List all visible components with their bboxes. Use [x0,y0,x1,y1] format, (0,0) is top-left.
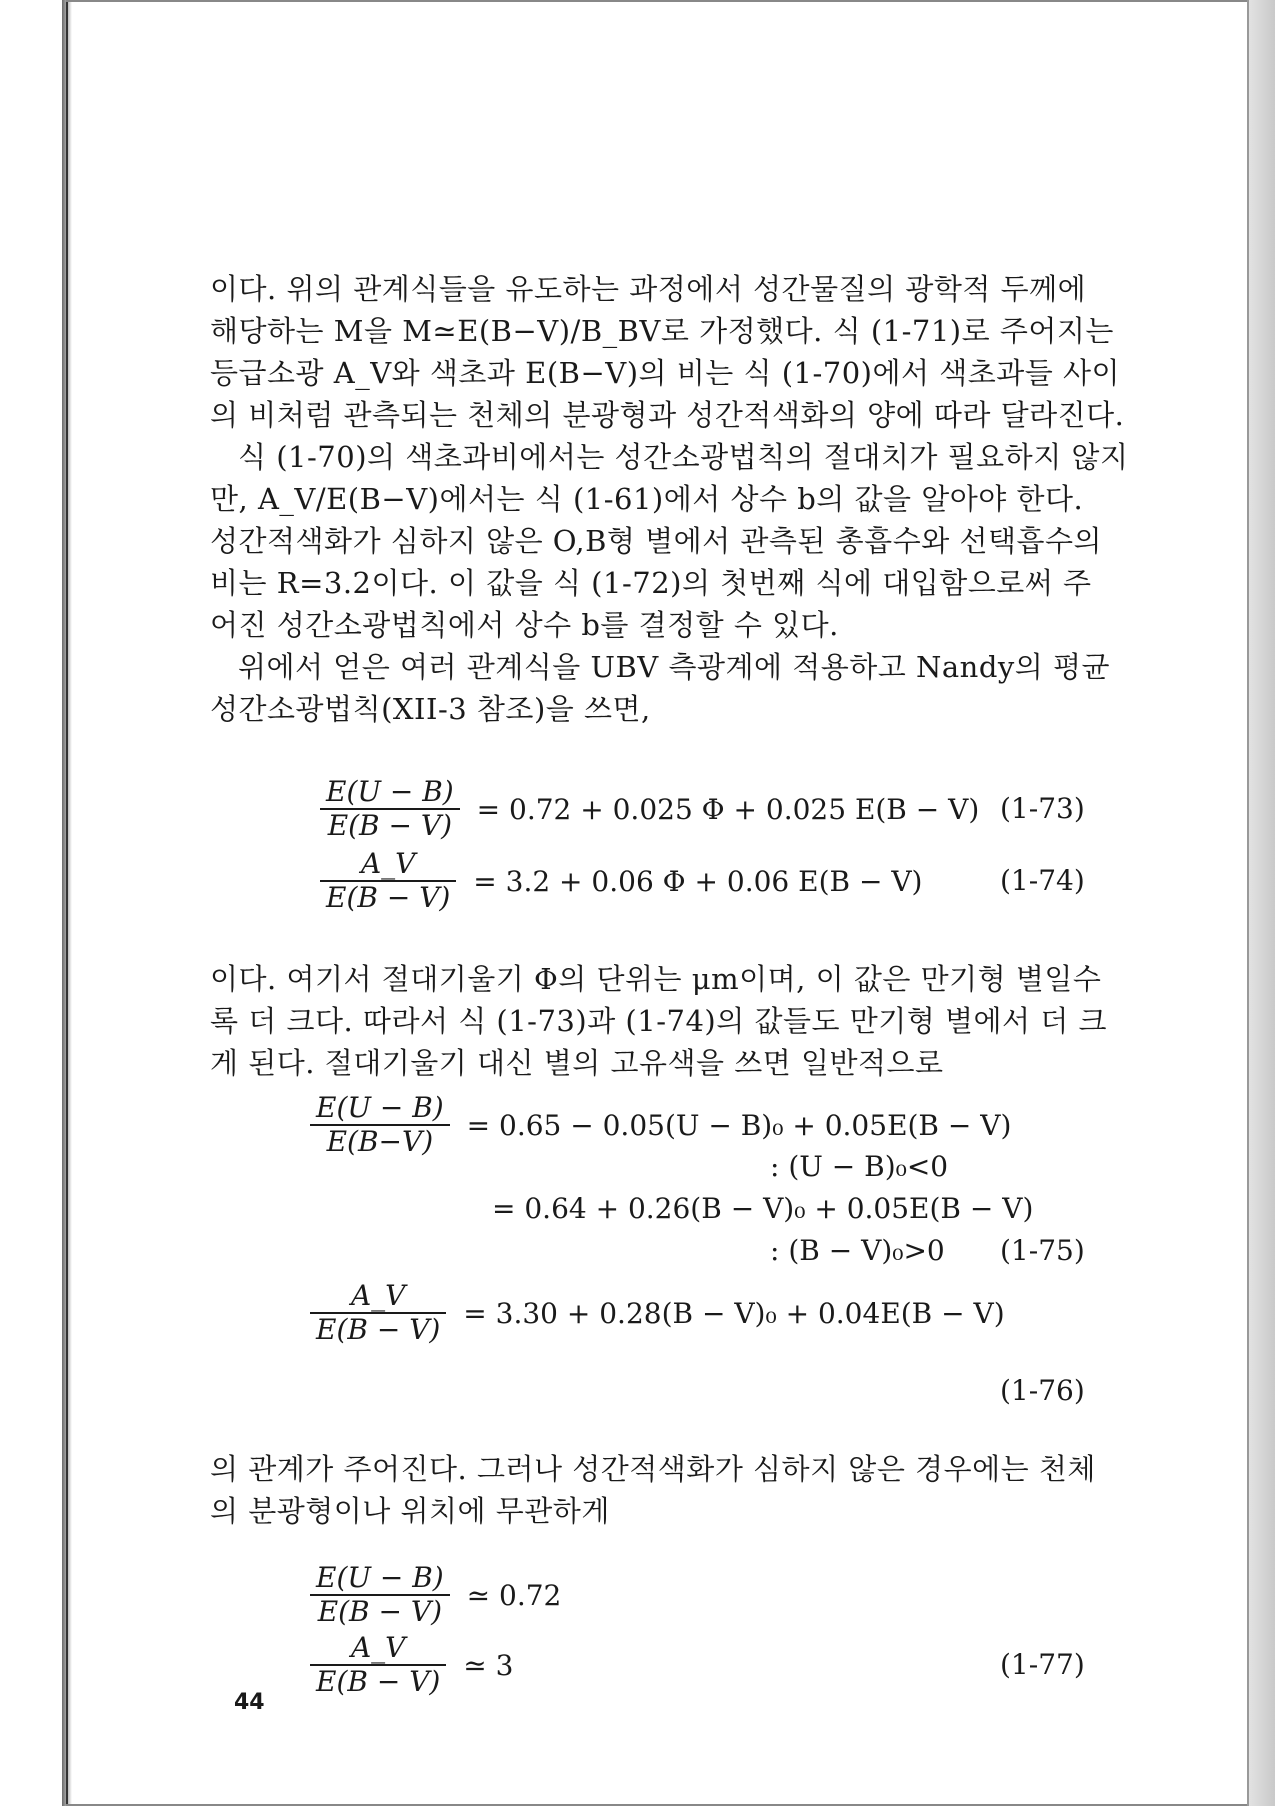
denominator: E(B − V) [327,809,453,842]
fraction [310,1280,446,1346]
equation-number: (1-76) [1000,1374,1085,1407]
paragraph-2 [210,436,1140,646]
text-line: 의 분광형이나 위치에 무관하게 [210,1494,610,1528]
equation-block-1-75-1-76 [210,1084,1140,1374]
denominator: E(B − V) [326,881,451,914]
equation-1-76 [310,1280,1005,1346]
page-right-shadow [1249,0,1275,1806]
equation-1-77-a [310,1562,561,1628]
equation-block-1-73-1-74 [210,730,1140,920]
equation-rhs: = 0.72 + 0.025 Φ + 0.025 E(B − V) [476,792,980,826]
equation-rhs: = 0.65 − 0.05(U − B)₀ + 0.05E(B − V) [466,1108,1012,1142]
paragraph-5 [210,1448,1140,1532]
text-line: 의 비처럼 관측되는 천체의 분광형과 성간적색화의 양에 따라 달라진다. [210,398,1125,432]
denominator: E(B − V) [316,1313,441,1346]
equation-condition: : (B − V)₀>0 [770,1234,945,1267]
denominator: E(B − V) [317,1595,443,1628]
page-number: 44 [234,1690,265,1715]
numerator: A_V [350,1631,406,1664]
fraction [310,1562,450,1628]
text-line: 만, A_V/E(B−V)에서는 식 (1-61)에서 상수 b의 값을 알아야 한다. [210,482,1084,516]
equation-number: (1-75) [1000,1234,1085,1267]
equation-1-73 [320,776,979,842]
fraction [310,1092,450,1158]
equation-rhs: = 3.30 + 0.28(B − V)₀ + 0.04E(B − V) [463,1296,1005,1330]
equation-number-row [210,1374,1140,1414]
text-line: 의 관계가 주어진다. 그러나 성간적색화가 심하지 않은 경우에는 천체 [210,1452,1096,1486]
equation-rhs: ≃ 0.72 [466,1578,562,1612]
equation-rhs: = 3.2 + 0.06 Φ + 0.06 E(B − V) [473,864,923,898]
text-line: 성간적색화가 심하지 않은 O,B형 별에서 관측된 총흡수와 선택흡수의 [210,524,1103,558]
equation-rhs-line: = 0.64 + 0.26(B − V)₀ + 0.05E(B − V) [492,1192,1034,1225]
equation-1-77-b [310,1632,513,1698]
numerator: A_V [350,1279,406,1312]
equation-condition: : (U − B)₀<0 [770,1150,949,1183]
paragraph-3 [210,646,1140,730]
paragraph-1 [210,268,1140,436]
text-line: 비는 R=3.2이다. 이 값을 식 (1-72)의 첫번째 식에 대입함으로써 주 [210,566,1092,600]
text-line: 어진 성간소광법칙에서 상수 b를 결정할 수 있다. [210,608,839,642]
paragraph-4 [210,958,1140,1084]
equation-number: (1-74) [1000,864,1085,897]
equation-number: (1-73) [1000,792,1085,825]
numerator: E(U − B) [326,775,454,808]
equation-rhs: ≃ 3 [463,1648,514,1682]
fraction [310,1632,446,1698]
equation-1-75 [310,1092,1011,1158]
text-line: 록 더 크다. 따라서 식 (1-73)과 (1-74)의 값들도 만기형 별에서 더 크 [210,1004,1107,1038]
text-line: 해당하는 M을 M≃E(B−V)/B_BV로 가정했다. 식 (1-71)로 주어지는 [210,314,1114,348]
text-line: 이다. 위의 관계식들을 유도하는 과정에서 성간물질의 광학적 두께에 [210,272,1087,306]
text-line: 게 된다. 절대기울기 대신 별의 고유색을 쓰면 일반적으로 [210,1046,944,1080]
equation-1-74 [320,848,922,914]
text-line: 위에서 얻은 여러 관계식을 UBV 측광계에 적용하고 Nandy의 평균 [238,650,1111,684]
text-line: 식 (1-70)의 색초과비에서는 성간소광법칙의 절대치가 필요하지 않지 [238,440,1129,474]
numerator: E(U − B) [316,1091,444,1124]
fraction [320,776,460,842]
equation-block-1-77 [210,1532,1140,1712]
equation-number: (1-77) [1000,1648,1085,1681]
text-line: 등급소광 A_V와 색초과 E(B−V)의 비는 식 (1-70)에서 색초과들 사이 [210,356,1121,390]
page-top-edge [66,0,1249,2]
text-line: 이다. 여기서 절대기울기 Φ의 단위는 μm이며, 이 값은 만기형 별일수 [210,962,1102,996]
denominator: E(B − V) [316,1665,441,1698]
page-left-edge [66,0,68,1806]
numerator: E(U − B) [316,1561,444,1594]
text-line: 성간소광법칙(XII-3 참조)을 쓰면, [210,692,651,726]
numerator: A_V [360,847,416,880]
fraction [320,848,456,914]
denominator: E(B−V) [326,1125,434,1158]
page-content [210,268,1140,1712]
